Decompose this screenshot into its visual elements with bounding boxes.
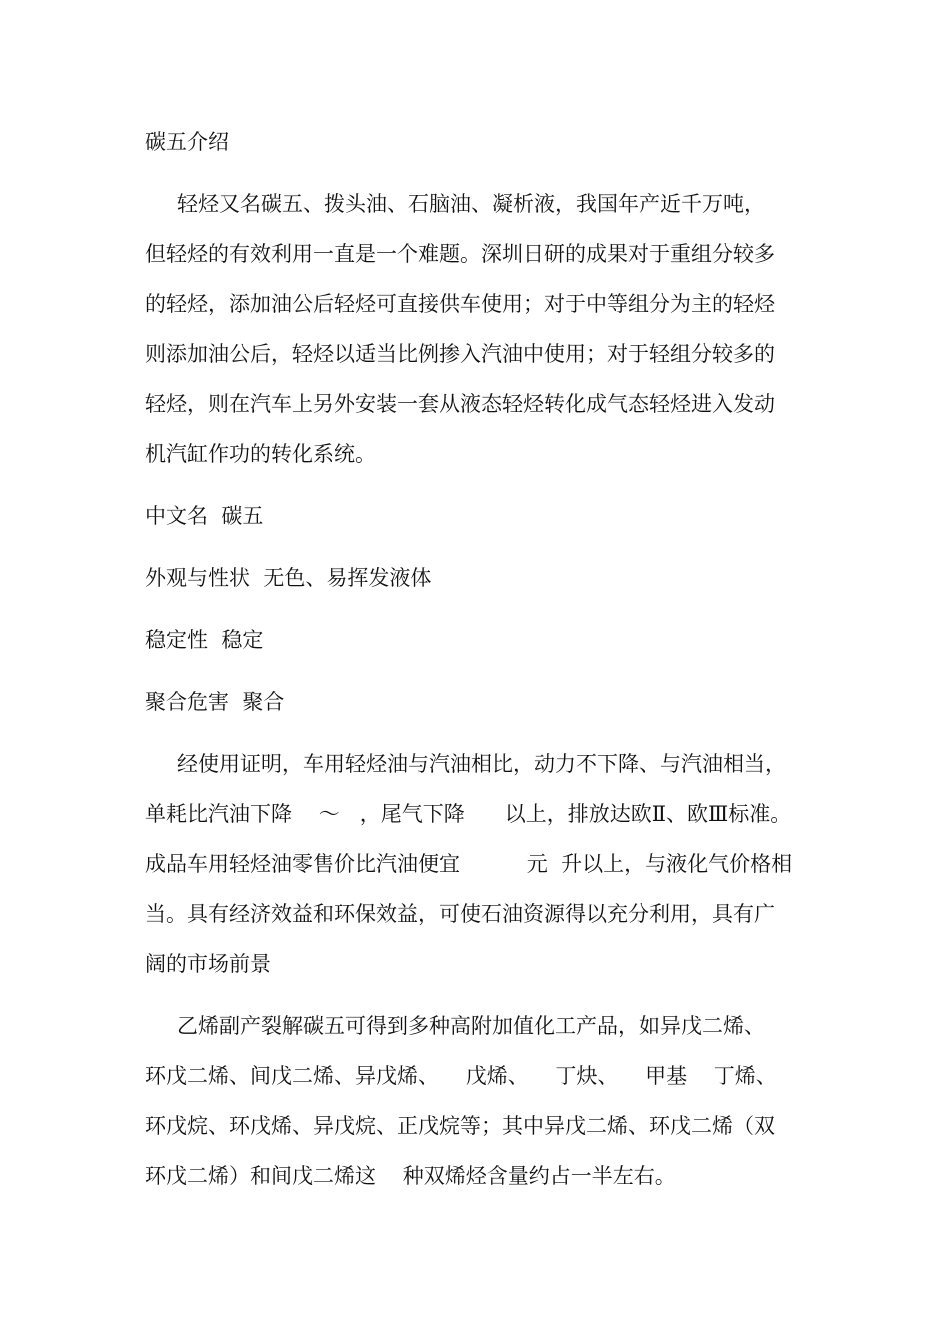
- property-value: 聚合: [242, 690, 285, 714]
- intro-paragraph: [145, 190, 810, 468]
- property-value: 碳五: [221, 504, 264, 528]
- paragraph-line: 环戊二烯、间戊二烯、异戊烯、 戊烯、 丁炔、 甲基 丁烯、: [145, 1064, 777, 1088]
- paragraph-line: 轻烃又名碳五、拨头油、石脑油、凝析液，我国年产近千万吨，: [177, 192, 765, 216]
- property-chinese-name: [145, 502, 810, 530]
- paragraph-line: 阔的市场前景: [145, 952, 271, 976]
- paragraph-line: 但轻烃的有效利用一直是一个难题。深圳日研的成果对于重组分较多: [145, 242, 775, 266]
- property-polymerization-hazard: [145, 688, 810, 716]
- document-title: 碳五介绍: [145, 130, 229, 154]
- property-label: 中文名: [145, 504, 208, 528]
- paragraph-line: 单耗比汽油下降 ～ ，尾气下降 以上，排放达欧Ⅱ、欧Ⅲ标准。: [145, 802, 792, 826]
- paragraph-line: 的轻烃，添加油公后轻烃可直接供车使用；对于中等组分为主的轻烃: [145, 292, 775, 316]
- property-list: [145, 502, 810, 716]
- property-label: 稳定性: [145, 628, 208, 652]
- paragraph-line: 当。具有经济效益和环保效益，可使石油资源得以充分利用，具有广: [145, 902, 775, 926]
- paragraph-line: 机汽缸作功的转化系统。: [145, 442, 376, 466]
- document-body: [145, 128, 810, 1190]
- ethylene-paragraph: [145, 1012, 810, 1190]
- usage-paragraph: [145, 750, 810, 978]
- paragraph-line: 环戊二烯）和间戊二烯这 种双烯烃含量约占一半左右。: [145, 1164, 676, 1188]
- paragraph-line: 成品车用轻烃油零售价比汽油便宜 元 升以上，与液化气价格相: [145, 852, 793, 876]
- property-value: 无色、易挥发液体: [263, 566, 432, 590]
- property-label: 聚合危害: [145, 690, 229, 714]
- property-stability: [145, 626, 810, 654]
- paragraph-line: 则添加油公后，轻烃以适当比例掺入汽油中使用；对于轻组分较多的: [145, 342, 775, 366]
- paragraph-line: 乙烯副产裂解碳五可得到多种高附加值化工产品，如异戊二烯、: [177, 1014, 765, 1038]
- property-label: 外观与性状: [145, 566, 250, 590]
- property-appearance: [145, 564, 810, 592]
- paragraph-line: 环戊烷、环戊烯、异戊烷、正戊烷等；其中异戊二烯、环戊二烯（双: [145, 1114, 775, 1138]
- paragraph-line: 经使用证明，车用轻烃油与汽油相比，动力不下降、与汽油相当，: [177, 752, 786, 776]
- paragraph-line: 轻烃，则在汽车上另外安装一套从液态轻烃转化成气态轻烃进入发动: [145, 392, 775, 416]
- property-value: 稳定: [221, 628, 264, 652]
